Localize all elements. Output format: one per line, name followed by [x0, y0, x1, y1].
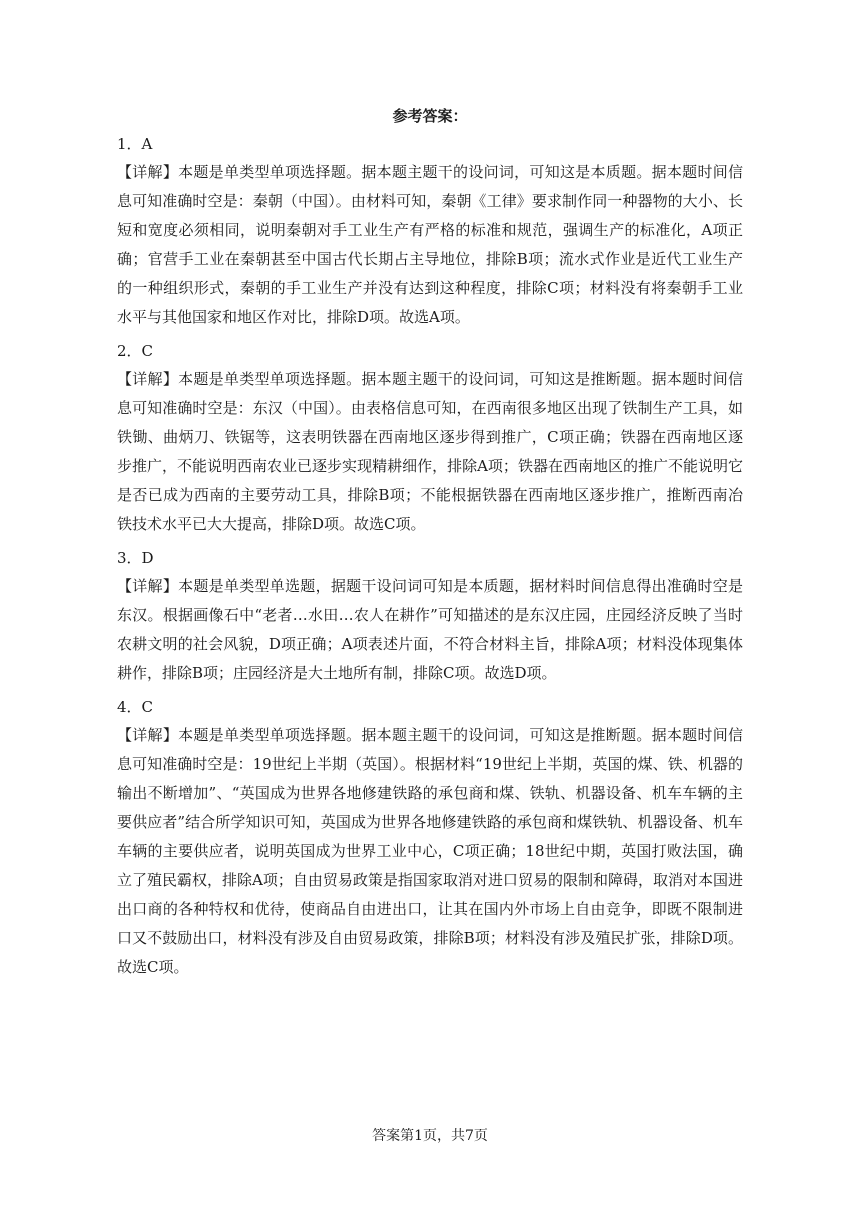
answer-2-explanation: 【详解】本题是单类型单项选择题。据本题主题干的设问词，可知这是推断题。据本题时间信息可知准确时空是：东汉（中国）。由表格信息可知，在西南很多地区出现了铁制生产工具，如铁锄、曲炳刀、铁锯等，这表明铁器在西南地区逐步得到推广，C项正确；铁器在西南地区逐步推广，不能说明西南农业已逐步实现精耕细作，排除A项；铁器在西南地区的推广不能说明它是否已成为西南的主要劳动工具，排除B项；不能根据铁器在西南地区逐步推广，推断西南冶铁技术水平已大大提高，排除D项。故选C项。 — [117, 370, 743, 533]
answer-4-explanation: 【详解】本题是单类型单项选择题。据本题主题干的设问词，可知这是推断题。据本题时间信息可知准确时空是：19世纪上半期（英国）。根据材料“19世纪上半期，英国的煤、铁、机器的输出不断增加”、“英国成为世界各地修建铁路的承包商和煤、铁轨、机器设备、机车车辆的主要供应者”结合所学知识可知，英国成为世界各地修建铁路的承包商和煤铁轨、机器设备、机车车辆的主要供应者，说明英国成为世界工业中心，C项正确；18世纪中期，英国打败法国，确立了殖民霸权，排除A项；自由贸易政策是指国家取消对进口贸易的限制和障碍，取消对本国进出口商的各种特权和优待，使商品自由进出口，让其在国内外市场上自由竞争，即既不限制进口又不鼓励出口，材料没有涉及自由贸易政策，排除B项；材料没有涉及殖民扩张，排除D项。故选C项。 — [117, 726, 743, 976]
answer-3-number: 3．D — [117, 549, 154, 567]
answer-4-number: 4．C — [117, 698, 154, 716]
answer-3-explanation: 【详解】本题是单类型单选题，据题干设问词可知是本质题，据材料时间信息得出准确时空是东汉。根据画像石中“老者…水田…农人在耕作”可知描述的是东汉庄园，庄园经济反映了当时农耕文明的社会风貌，D项正确；A项表述片面，不符合材料主旨，排除A项；材料没体现集体耕作，排除B项；庄园经济是大土地所有制，排除C项。故选D项。 — [117, 577, 743, 682]
answer-2-number: 2．C — [117, 342, 154, 360]
page-title: 参考答案： — [392, 107, 468, 125]
answer-list — [117, 130, 743, 987]
answer-1-explanation: 【详解】本题是单类型单项选择题。据本题主题干的设问词，可知这是本质题。据本题时间信息可知准确时空是：秦朝（中国）。由材料可知，秦朝《工律》要求制作同一种器物的大小、长短和宽度必须相同，说明秦朝对手工业生产有严格的标准和规范，强调生产的标准化，A项正确；官营手工业在秦朝甚至中国古代长期占主导地位，排除B项；流水式作业是近代工业生产的一种组织形式，秦朝的手工业生产并没有达到这种程度，排除C项；材料没有将秦朝手工业水平与其他国家和地区作对比，排除D项。故选A项。 — [117, 163, 743, 326]
page-footer: 答案第1页，共7页 — [372, 1128, 488, 1144]
answer-1-number: 1．A — [117, 135, 153, 153]
